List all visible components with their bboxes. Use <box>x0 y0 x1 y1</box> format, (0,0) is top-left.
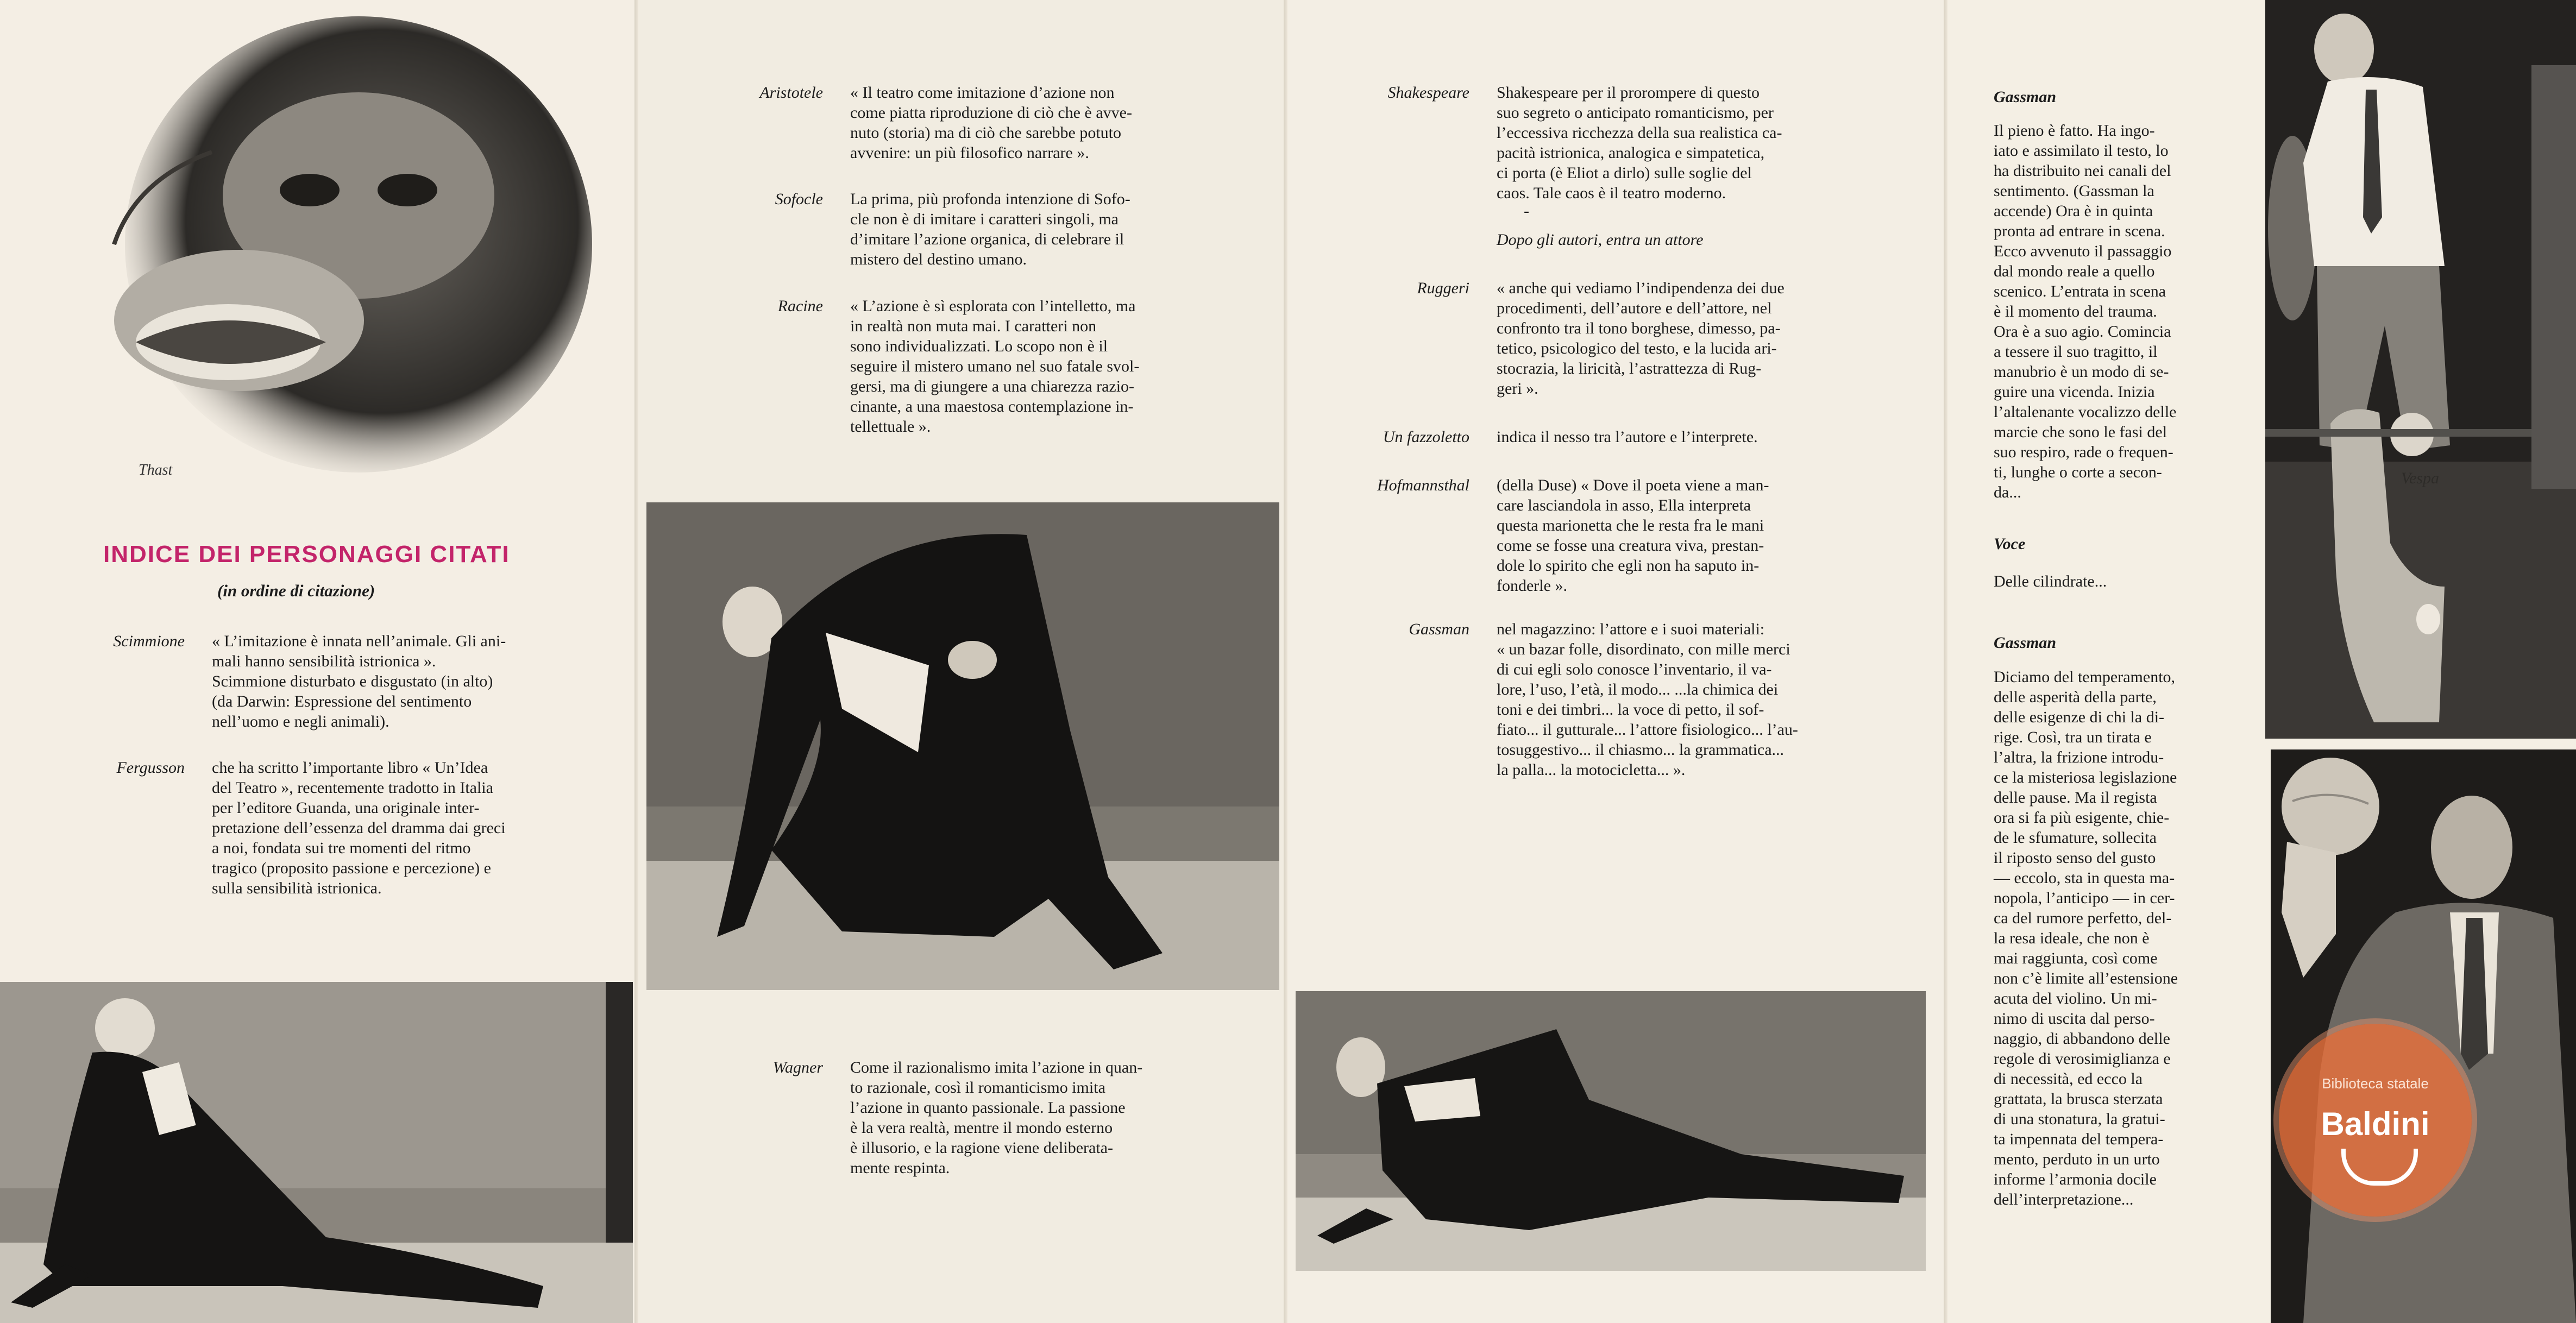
panel-1 <box>0 0 638 1323</box>
entry-name: Sofocle <box>775 190 823 208</box>
chimpanzee-illustration <box>103 16 592 494</box>
page-subtitle: (in ordine di citazione) <box>217 581 375 600</box>
panel-3 <box>1287 0 1947 1323</box>
entry-name: Fergusson <box>116 759 185 777</box>
stamp-top-text: Biblioteca statale <box>2322 1075 2429 1092</box>
entry-name: Wagner <box>772 1059 823 1076</box>
section-text: Diciamo del temperamento, delle asperità della parte, delle esigenze di chi la di- rige. Così, tra un tirata e l’altra, la frizione introdu- ce la misteriosa legislazione delle pause. Ma il regista ora si fa più esigente, chie- de le sfumature, sollecita il riposto senso del gusto — eccolo, sta in questa ma- nopola, l’anticipo — in cer- ca del rumore perfetto, del- la resa ideale, che non è mai raggiunta, così come non c’è limite all’estensione acuta del violino. Un mi- nimo di uscita dal perso- naggio, di abbandono delle regole di verosimiglianza e di necessità, ed ecco la grattata, la brusca sterzata di una stonatura, la gratui- ta impennata del tempera- mento, perduto in un urto informe l’armonia docile dell’interpretazione... <box>1994 668 2178 1208</box>
entry-name: Ruggeri <box>1417 279 1469 297</box>
section-name: Gassman <box>1994 88 2057 106</box>
stamp-main-text: Baldini <box>2321 1106 2430 1142</box>
section-text: Il pieno è fatto. Ha ingo- iato e assimilato il testo, lo ha distribuito nei canali del sentimento. (Gassman la accende) Ora è in quinta pronta ad entrare in scena. Ecco avvenuto il passaggio dal mondo reale a quello scenico. L’entrata in scena è il momento del trauma. Ora è a suo agio. Comincia a tessere il suo tragitto, il manubrio è un modo di se- guire una vicenda. Inizia l’altalenante vocalizzo delle marcie che sono le fasi del suo respiro, rade o frequen- ti, lunghe o corte a secon- da... <box>1994 122 2177 501</box>
photo-actor-kneeling <box>646 502 1279 990</box>
photo-actor-lying <box>1296 991 1926 1271</box>
entry-name: Hofmannsthal <box>1377 476 1469 494</box>
entry-text: Come il razionalismo imita l’azione in quan- to razionale, così il romanticismo imita l’azione in quanto passionale. La passione è la vera realtà, mentre il mondo esterno è illusorio, e la ragione viene deliberata- mente respinta. <box>850 1059 1143 1177</box>
entry-text: (della Duse) « Dove il poeta viene a man- care lasciandola in asso, Ella interpreta questa marionetta che le resta fra le mani come se fosse una creatura viva, prestan- dole lo spirito che egli non ha saputo in- fonderle ». <box>1497 476 1769 595</box>
entry-text: Shakespeare per il prorompere di questo suo segreto o anticipato romanticismo, per l’eccessiva ricchezza della sua realistica ca- pacità istrionica, analogica e simpatetica, ci porta (è Eliot a dirlo) sulle soglie del caos. Tale caos è il teatro moderno. <box>1497 84 1782 202</box>
entry-text: che ha scritto l’importante libro « Un’Idea del Teatro », recentemente tradotto in Italia per l’editore Guanda, una originale inter- pretazione dell’essenza del dramma dai greci a noi, fondata sui tre momenti del ritmo tragico (proposito passione e percezione) e sulla sensibilità istrionica. <box>212 759 506 897</box>
entry-text: La prima, più profonda intenzione di Sofo- cle non è di imitare i caratteri singoli, ma d’imitare l’azione organica, di celebrare il mistero del destino umano. <box>850 190 1130 268</box>
section-text: Delle cilindrate... <box>1994 572 2107 590</box>
section-name: Gassman <box>1994 634 2057 652</box>
entry-name: Shakespeare <box>1387 84 1469 102</box>
entry-text: « Il teatro come imitazione d’azione non come piatta riproduzione di ciò che è avve- nuto (storia) ma di ciò che sarebbe potuto avvenire: un più filosofico narrare ». <box>850 84 1132 162</box>
entry-text: « L’azione è sì esplorata con l’intelletto, ma in realtà non muta mai. I caratteri non sono individualizzati. Lo scopo non è il seguire il mistero umano nel suo fatale svol- gersi, ma di giungere a una chiarezza razio- cinante, a una maestosa contemplazione in- tellettuale ». <box>850 297 1140 436</box>
section-name: Voce <box>1994 535 2026 553</box>
page-title: INDICE DEI PERSONAGGI CITATI <box>103 541 510 568</box>
entry-name: Un fazzoletto <box>1383 428 1469 446</box>
panel-2 <box>638 0 1287 1323</box>
entry-text: « anche qui vediamo l’indipendenza dei due procedimenti, dell’autore e dell’attore, nel confronto tra il tono borghese, dimesso, pa- tetico, psicologico del testo, e la lucida ari- stocrazia, la liricità, l’astrattezza di Rug- geri ». <box>1497 279 1785 398</box>
entry-text: « L’imitazione è innata nell’animale. Gli ani- mali hanno sensibilità istrionica ». Scimmione disturbato e disgustato (in alto) (da Darwin: Espressione del sentimento nell’uomo e negli animali). <box>212 632 506 730</box>
entry-name: Aristotele <box>759 84 823 102</box>
stamp-book-icon <box>2341 1149 2418 1186</box>
entry-text: indica il nesso tra l’autore e l’interprete. <box>1497 428 1758 446</box>
scooter-brand: Vespa <box>2401 469 2439 487</box>
entry-name: Racine <box>777 297 823 315</box>
entry-text: nel magazzino: l’attore e i suoi materiali: « un bazar folle, disordinato, con mille merci di cui egli solo conosce l’inventario, il va- lore, l’uso, l’età, il modo... ...la chimica dei toni e dei timbri... la voce di petto, il sof- fiato... il gutturale... l’attore fisiologico... l’au- tosuggestivo... il chiasmo... la grammatica... la palla... la motocicletta... ». <box>1497 620 1798 779</box>
photo-actor-reclining <box>0 982 633 1323</box>
artist-signature: Thast <box>139 462 173 478</box>
dash: - <box>1524 202 1529 220</box>
photo-gassman-scooter <box>2265 0 2576 739</box>
section-heading: Dopo gli autori, entra un attore <box>1497 231 1704 249</box>
entry-name: Scimmione <box>113 632 185 650</box>
library-stamp <box>2279 1024 2472 1217</box>
entry-name: Gassman <box>1409 620 1469 638</box>
